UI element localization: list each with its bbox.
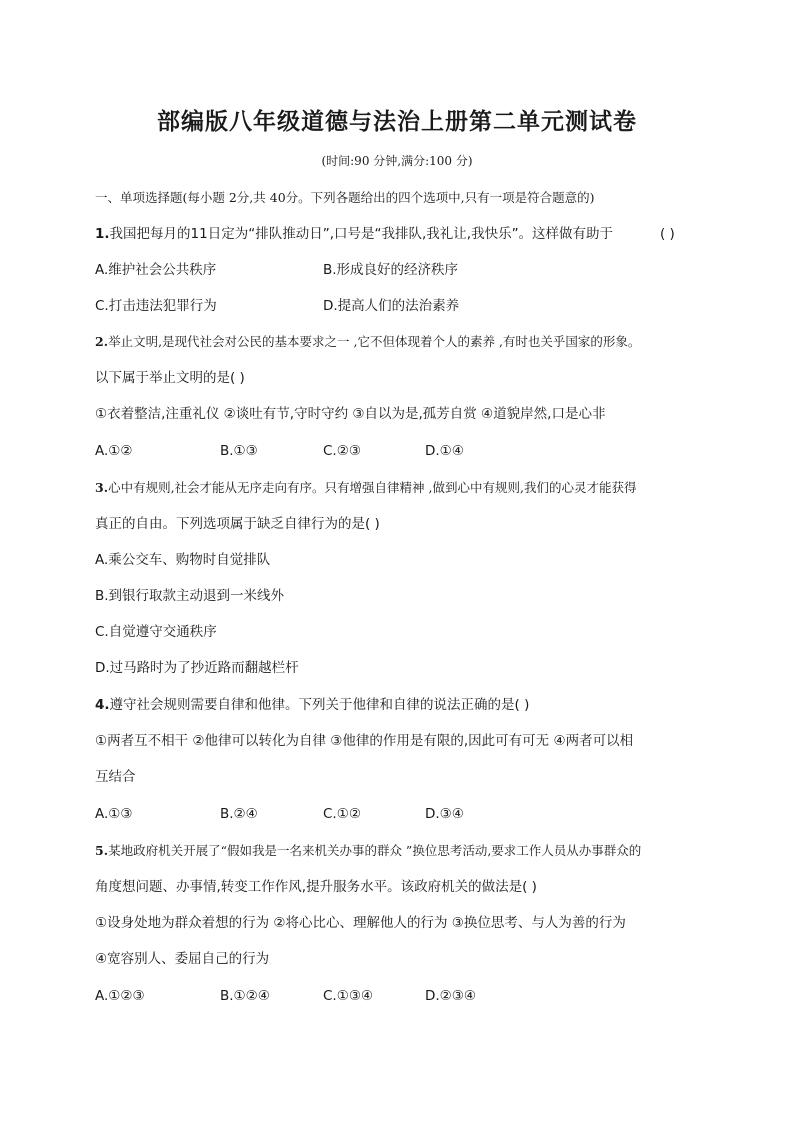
exam-time-score: (时间:90 分钟,满分:100 分) bbox=[321, 154, 473, 168]
option-a: A.①③ bbox=[95, 806, 133, 822]
question-2-stem: 2.举止文明,是现代社会对公民的基本要求之一 ,它不但体现着个人的素养 ,有时也关乎国家的形象。 bbox=[95, 334, 641, 349]
question-number: 1. bbox=[95, 226, 110, 242]
option-b: B.①②④ bbox=[220, 988, 270, 1004]
question-number: 3. bbox=[95, 480, 109, 495]
question-5-stem: 5.某地政府机关开展了“假如我是一名来机关办事的群众 ”换位思考活动,要求工作人员从办事群众的 bbox=[95, 843, 642, 858]
option-b: B.②④ bbox=[220, 806, 258, 822]
option-b: B.形成良好的经济秩序 bbox=[323, 262, 459, 278]
option-b: B.①③ bbox=[220, 443, 258, 459]
option-d: D.提高人们的法治素养 bbox=[323, 298, 460, 314]
option-d: D.①④ bbox=[425, 443, 464, 459]
question-4-items: ①两者互不相干 ②他律可以转化为自律 ③他律的作用是有限的,因此可有可无 ④两者可以相 bbox=[95, 733, 634, 749]
question-1-stem: 1.我国把每月的11日定为“排队推动日”,口号是“我排队,我礼让,我快乐”。这样做有助于 bbox=[95, 226, 614, 242]
question-5-items: ①设身处地为群众着想的行为 ②将心比心、理解他人的行为 ③换位思考、与人为善的行为 bbox=[95, 915, 626, 931]
question-4-stem: 4.遵守社会规则需要自律和他律。下列关于他律和自律的说法正确的是( ) bbox=[95, 697, 530, 713]
option-d: D.过马路时为了抄近路而翻越栏杆 bbox=[95, 660, 299, 676]
option-c: C.②③ bbox=[323, 443, 361, 459]
option-d: D.②③④ bbox=[425, 988, 476, 1004]
option-b: B.到银行取款主动退到一米线外 bbox=[95, 588, 285, 604]
option-a: A.①②③ bbox=[95, 988, 145, 1004]
option-d: D.③④ bbox=[425, 806, 464, 822]
option-a: A.乘公交车、购物时自觉排队 bbox=[95, 552, 271, 568]
question-5-items-cont: ④宽容别人、委屈自己的行为 bbox=[95, 951, 270, 967]
section-heading: 一、单项选择题(每小题 2分,共 40分。下列各题给出的四个选项中,只有一项是符合题意的) bbox=[95, 190, 595, 205]
question-number: 5. bbox=[95, 843, 109, 858]
option-a: A.维护社会公共秩序 bbox=[95, 262, 217, 278]
option-c: C.①③④ bbox=[323, 988, 374, 1004]
question-2-items: ①衣着整洁,注重礼仪 ②谈吐有节,守时守约 ③自以为是,孤芳自赏 ④道貌岸然,口是心非 bbox=[95, 406, 606, 422]
question-2-stem-cont: 以下属于举止文明的是( ) bbox=[95, 370, 245, 386]
answer-bracket: ( ) bbox=[660, 226, 675, 242]
question-4-items-cont: 互结合 bbox=[95, 769, 136, 785]
question-number: 2. bbox=[95, 334, 109, 349]
option-a: A.①② bbox=[95, 443, 133, 459]
page-title: 部编版八年级道德与法治上册第二单元测试卷 bbox=[157, 109, 637, 135]
question-5-stem-cont: 角度想问题、办事情,转变工作作风,提升服务水平。该政府机关的做法是( ) bbox=[95, 879, 537, 895]
question-3-stem: 3.心中有规则,社会才能从无序走向有序。只有增强自律精神 ,做到心中有规则,我们的心灵才能获得 bbox=[95, 480, 637, 495]
option-c: C.打击违法犯罪行为 bbox=[95, 298, 217, 314]
option-c: C.①② bbox=[323, 806, 361, 822]
option-c: C.自觉遵守交通秩序 bbox=[95, 624, 217, 640]
question-3-stem-cont: 真正的自由。下列选项属于缺乏自律行为的是( ) bbox=[95, 516, 380, 532]
question-number: 4. bbox=[95, 697, 110, 713]
